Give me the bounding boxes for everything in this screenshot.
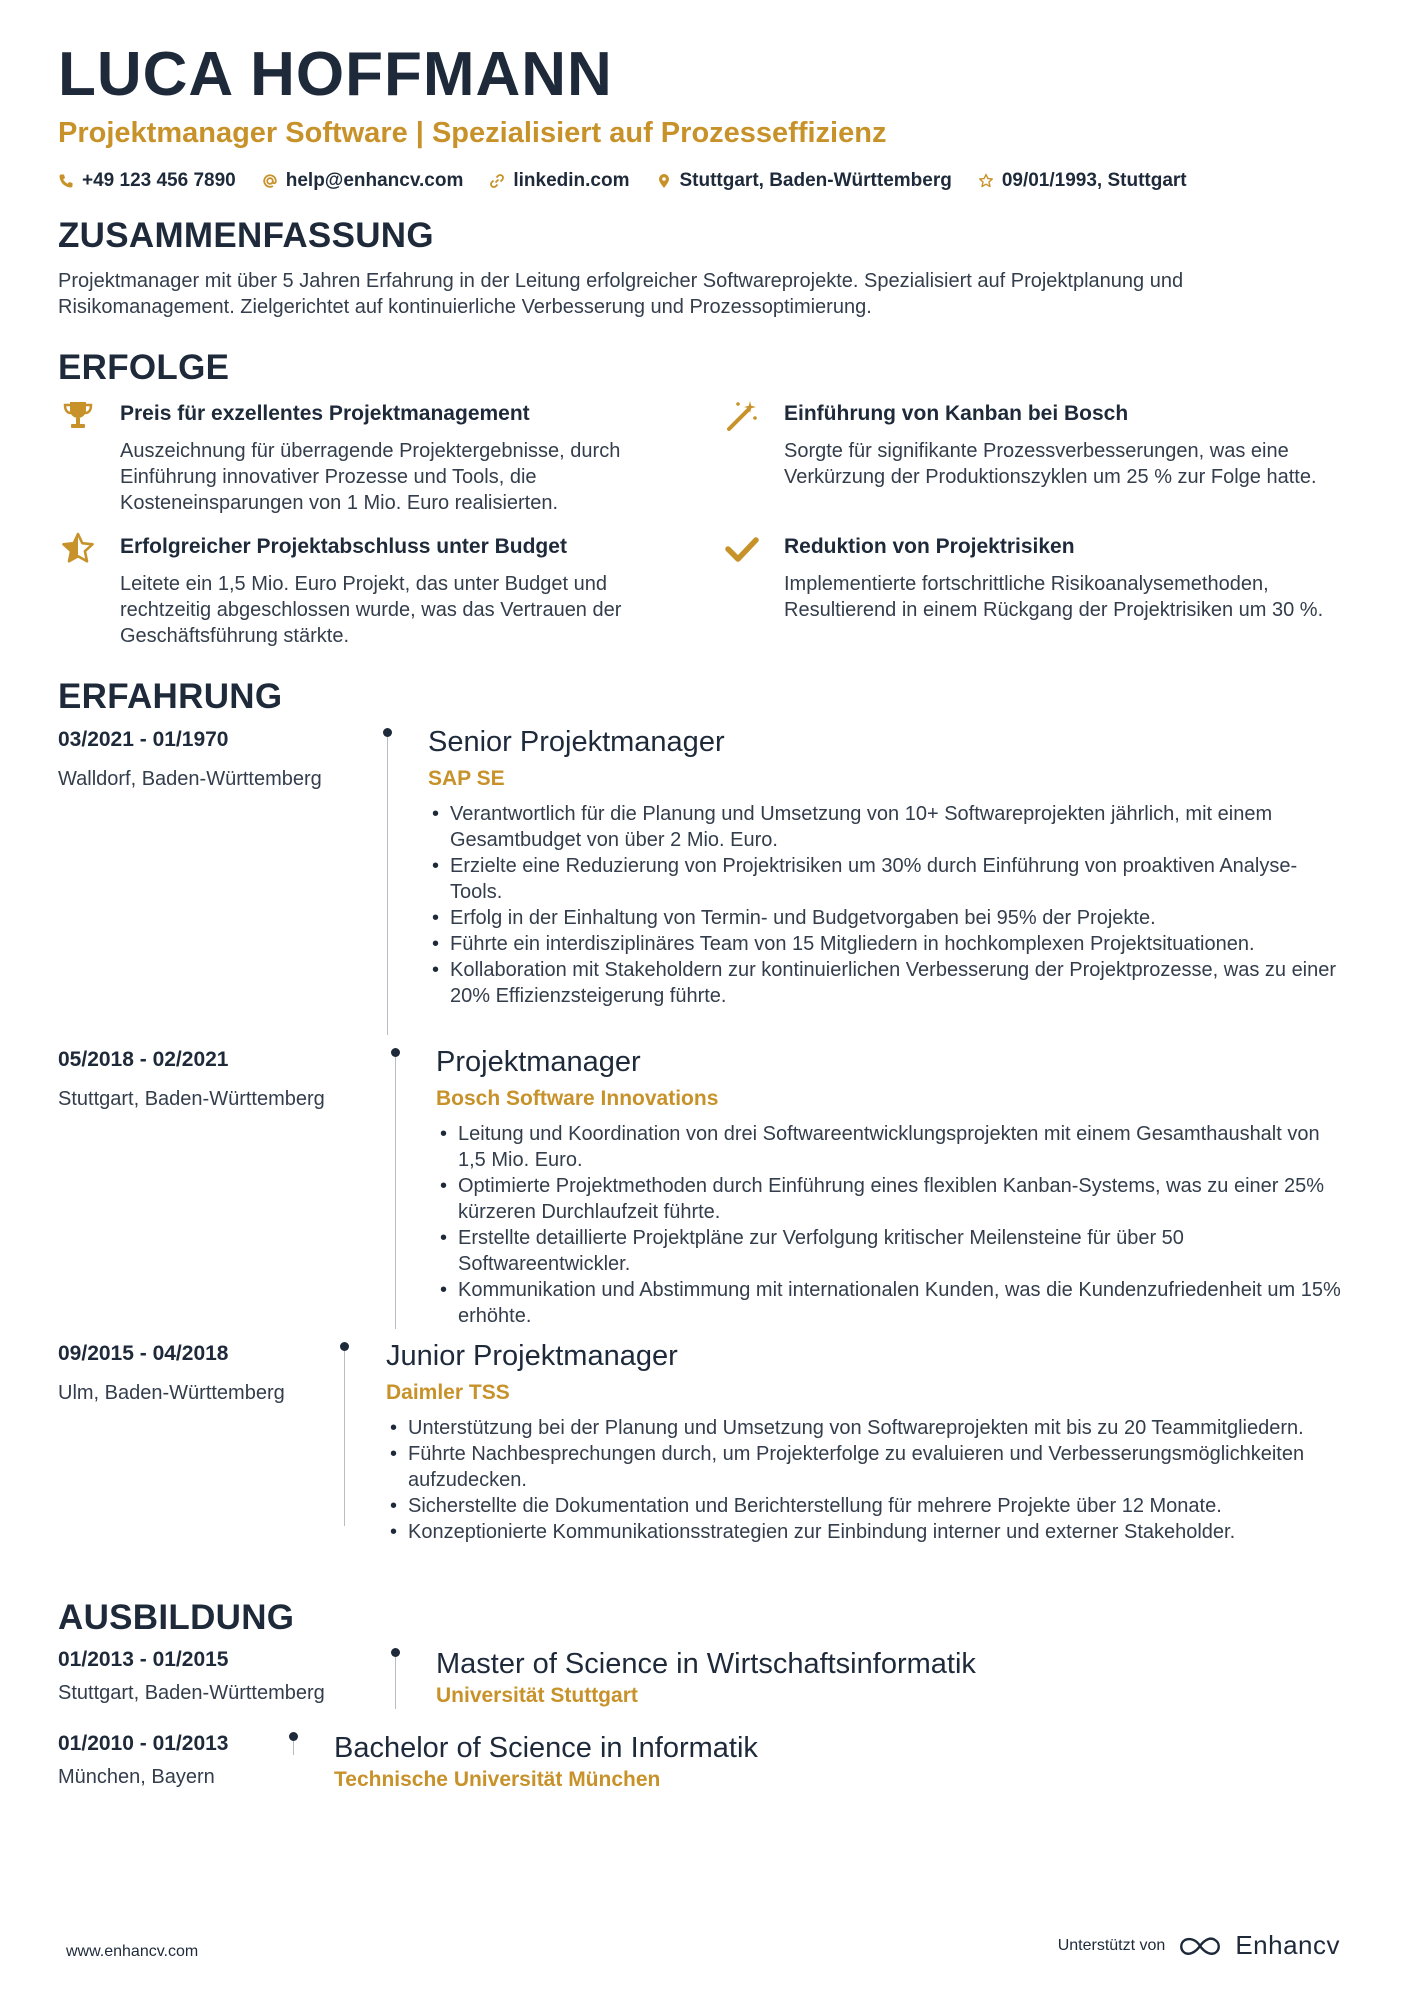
experience-role: Projektmanager bbox=[436, 1046, 641, 1078]
contact-location bbox=[656, 170, 952, 192]
timeline-dot bbox=[383, 728, 392, 737]
phone-icon bbox=[58, 173, 74, 189]
footer-branding[interactable] bbox=[1058, 1930, 1340, 1961]
contact-email-text: help@enhancv.com bbox=[285, 170, 464, 191]
brand-name: Enhancv bbox=[1235, 1930, 1340, 1960]
contact-linkedin[interactable] bbox=[489, 170, 629, 192]
headline: Projektmanager Software | Spezialisiert auf Prozesseffizienz bbox=[58, 117, 887, 149]
education-dates: 01/2010 - 01/2013 bbox=[58, 1732, 229, 1755]
at-icon bbox=[262, 173, 278, 189]
trophy-icon bbox=[60, 398, 96, 434]
footer-website-link[interactable]: www.enhancv.com bbox=[66, 1943, 199, 1960]
achievement-title: Einführung von Kanban bei Bosch bbox=[784, 402, 1129, 425]
experience-location: Walldorf, Baden-Württemberg bbox=[58, 768, 322, 790]
timeline-dot bbox=[391, 1648, 400, 1657]
bullet-item: • Unterstützung bei der Planung und Umsetzung von Softwareprojekten mit bis zu 20 Teammitgliedern. bbox=[386, 1415, 1348, 1441]
achievement-title: Reduktion von Projektrisiken bbox=[784, 535, 1075, 558]
timeline-line bbox=[395, 1657, 396, 1709]
contact-linkedin-text: linkedin.com bbox=[513, 170, 630, 191]
candidate-name: LUCA HOFFMANN bbox=[58, 40, 613, 109]
achievement-desc: Leitete ein 1,5 Mio. Euro Projekt, das unter Budget und rechtzeitig abgeschlossen wurde, was das Vertrauen der Geschäftsführung stärkte. bbox=[120, 573, 622, 647]
education-school: Technische Universität München bbox=[334, 1768, 661, 1791]
education-title: AUSBILDUNG bbox=[58, 1598, 295, 1637]
achievement-desc: Auszeichnung für überragende Projektergebnisse, durch Einführung innovativer Prozesse und Tools, die Kosteneinsparungen von 1 Mio. Euro realisierten. bbox=[120, 440, 621, 514]
bullet-item: • Führte ein interdisziplinäres Team von 15 Mitgliedern in hochkomplexen Projektsituationen. bbox=[428, 931, 1348, 957]
bullet-item: • Erstellte detaillierte Projektpläne zur Verfolgung kritischer Meilensteine für über 50 Softwareentwickler. bbox=[436, 1225, 1348, 1277]
experience-company: Daimler TSS bbox=[386, 1381, 510, 1404]
experience-location: Ulm, Baden-Württemberg bbox=[58, 1382, 285, 1404]
achievement-title: Preis für exzellentes Projektmanagement bbox=[120, 402, 530, 425]
bullet-item: • Optimierte Projektmethoden durch Einführung eines flexiblen Kanban-Systems, was zu einer 25% kürzeren Durchlaufzeit führte. bbox=[436, 1173, 1348, 1225]
experience-company: SAP SE bbox=[428, 767, 505, 790]
education-location: München, Bayern bbox=[58, 1766, 215, 1788]
contact-birth bbox=[978, 170, 1187, 192]
bullet-item: • Verantwortlich für die Planung und Umsetzung von 10+ Softwareprojekten jährlich, mit einem Gesamtbudget von über 2 Mio. Euro. bbox=[428, 801, 1348, 853]
achievement-desc: Sorgte für signifikante Prozessverbesserungen, was eine Verkürzung der Produktionszyklen um 25 % zur Folge hatte. bbox=[784, 440, 1317, 488]
contact-birth-text: 09/01/1993, Stuttgart bbox=[1001, 170, 1187, 191]
bullet-item: • Führte Nachbesprechungen durch, um Projekterfolge zu evaluieren und Verbesserungsmöglichkeiten aufzudecken. bbox=[386, 1441, 1348, 1493]
timeline-line bbox=[395, 1057, 396, 1329]
location-icon bbox=[656, 173, 672, 189]
summary-title: ZUSAMMENFASSUNG bbox=[58, 216, 434, 255]
bullet-item: • Sicherstellte die Dokumentation und Berichterstellung für mehrere Projekte über 12 Monate. bbox=[386, 1493, 1348, 1519]
experience-title: ERFAHRUNG bbox=[58, 677, 283, 716]
experience-bullets bbox=[428, 801, 1348, 1009]
powered-by-label: Unterstützt von bbox=[1057, 1936, 1166, 1954]
timeline-dot bbox=[340, 1342, 349, 1351]
bullet-item: • Leitung und Koordination von drei Softwareentwicklungsprojekten mit einem Gesamthaushalt von 1,5 Mio. Euro. bbox=[436, 1121, 1348, 1173]
education-degree: Bachelor of Science in Informatik bbox=[334, 1732, 758, 1764]
timeline-dot bbox=[289, 1732, 298, 1741]
bullet-item: • Kollaboration mit Stakeholdern zur kontinuierlichen Verbesserung der Projektprozesse, was zu einer 20% Effizienzsteigerung führte. bbox=[428, 957, 1348, 1009]
contact-location-text: Stuttgart, Baden-Württemberg bbox=[679, 170, 952, 191]
contact-phone[interactable] bbox=[58, 170, 236, 192]
education-school: Universität Stuttgart bbox=[436, 1684, 638, 1707]
enhancv-logo-icon bbox=[1177, 1934, 1223, 1958]
experience-role: Senior Projektmanager bbox=[428, 726, 725, 758]
bullet-item: • Kommunikation und Abstimmung mit internationalen Kunden, was die Kundenzufriedenheit um 15% erhöhte. bbox=[436, 1277, 1348, 1329]
experience-company: Bosch Software Innovations bbox=[436, 1087, 719, 1110]
education-degree: Master of Science in Wirtschaftsinformatik bbox=[436, 1648, 976, 1680]
experience-role: Junior Projektmanager bbox=[386, 1340, 678, 1372]
experience-location: Stuttgart, Baden-Württemberg bbox=[58, 1088, 325, 1110]
checkmark-icon bbox=[724, 531, 760, 567]
experience-dates: 09/2015 - 04/2018 bbox=[58, 1342, 229, 1365]
contact-email[interactable] bbox=[262, 170, 464, 192]
achievement-desc: Implementierte fortschrittliche Risikoanalysemethoden, Resultierend in einem Rückgang der Projektrisiken um 30 %. bbox=[784, 573, 1324, 621]
summary-text: Projektmanager mit über 5 Jahren Erfahrung in der Leitung erfolgreicher Softwareprojekte. Spezialisiert auf Projektplanung und Risikomanagement. Zielgerichtet auf kontinuierliche Verbesserung und Prozessoptimierung. bbox=[58, 270, 1184, 318]
contact-bar bbox=[58, 170, 1187, 192]
experience-dates: 05/2018 - 02/2021 bbox=[58, 1048, 229, 1071]
experience-bullets bbox=[436, 1121, 1348, 1329]
achievement-title: Erfolgreicher Projektabschluss unter Budget bbox=[120, 535, 567, 558]
star-half-icon bbox=[60, 531, 96, 567]
bullet-item: • Konzeptionierte Kommunikationsstrategien zur Einbindung interner und externer Stakeholder. bbox=[386, 1519, 1348, 1545]
experience-dates: 03/2021 - 01/1970 bbox=[58, 728, 229, 751]
experience-bullets bbox=[386, 1415, 1348, 1545]
timeline-dot bbox=[391, 1048, 400, 1057]
timeline-line bbox=[293, 1741, 294, 1755]
achievements-title: ERFOLGE bbox=[58, 348, 230, 387]
magic-wand-icon bbox=[724, 398, 760, 434]
contact-phone-text: +49 123 456 7890 bbox=[82, 170, 236, 191]
education-dates: 01/2013 - 01/2015 bbox=[58, 1648, 229, 1671]
bullet-item: • Erzielte eine Reduzierung von Projektrisiken um 30% durch Einführung von proaktiven Analyse-Tools. bbox=[428, 853, 1348, 905]
education-location: Stuttgart, Baden-Württemberg bbox=[58, 1682, 325, 1704]
timeline-line bbox=[344, 1351, 345, 1526]
link-icon bbox=[489, 173, 505, 189]
bullet-item: • Erfolg in der Einhaltung von Termin- und Budgetvorgaben bei 95% der Projekte. bbox=[428, 905, 1348, 931]
star-icon bbox=[978, 173, 994, 189]
timeline-line bbox=[387, 737, 388, 1035]
